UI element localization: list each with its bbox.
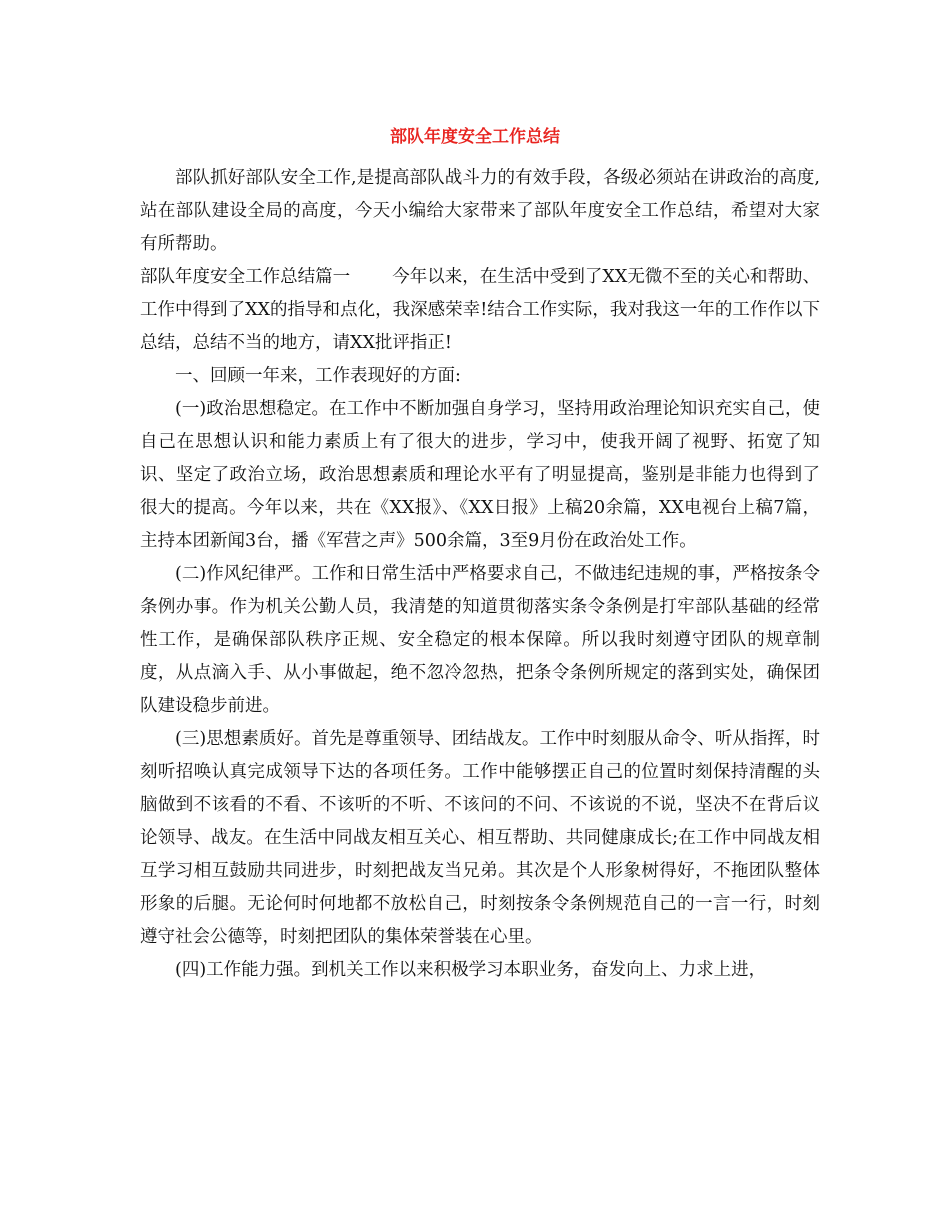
item-ideological-quality: (三)思想素质好。首先是尊重领导、团结战友。工作中时刻服从命令、听从指挥，时刻听招唤认真完成领导下达的各项任务。工作中能够摆正自己的位置时刻保持清醒的头脑做到不该看的不看、不该听的不听、不该问的不问、不该说的不说，坚决不在背后议论领导、战友。在生活中同战友相互关心、相互帮助、共同健康成长;在工作中同战友相互学习相互鼓励共同进步，时刻把战友当兄弟。其次是个人形象树得好，不拖团队整体形象的后腿。无论何时何地都不放松自己，时刻按条令条例规范自己的一言一行，时刻遵守社会公德等，时刻把团队的集体荣誉装在心里。: [140, 729, 820, 947]
item-political-thought: (一)政治思想稳定。在工作中不断加强自身学习，坚持用政治理论知识充实自己，使自己在思想认识和能力素质上有了很大的进步，学习中，使我开阔了视野、拓宽了知识、坚定了政治立场，政治思想素质和理论水平有了明显提高，鉴别是非能力也得到了很大的提高。今年以来，共在《XX报》、《XX日报》上稿20余篇，XX电视台上稿7篇，主持本团新闻3台，播《军营之声》500余篇，3至9月份在政治处工作。: [140, 399, 820, 551]
document-title: 部队年度安全工作总结: [390, 127, 560, 147]
part1-heading: 一、回顾一年来，工作表现好的方面:: [175, 366, 461, 386]
section-paragraph: [140, 261, 820, 360]
document-body: [140, 162, 820, 987]
section-opening: 今年以来，在生活中受到了XX无微不至的关心和帮助、工作中得到了XX的指导和点化，我深感荣幸!结合工作实际，我对我这一年的工作作以下总结，总结不当的地方，请XX批评指正!: [140, 267, 821, 353]
section-heading: 部队年度安全工作总结篇一: [140, 267, 351, 287]
item-work-ability: (四)工作能力强。到机关工作以来积极学习本职业务，奋发向上、力求上进，: [175, 960, 767, 980]
item-discipline: (二)作风纪律严。工作和日常生活中严格要求自己，不做违纪违规的事，严格按条令条例办事。作为机关公勤人员，我清楚的知道贯彻落实条令条例是打牢部队基础的经常性工作，是确保部队秩序正规、安全稳定的根本保障。所以我时刻遵守团队的规章制度，从点滴入手、从小事做起，绝不忽冷忽热，把条令条例所规定的落到实处，确保团队建设稳步前进。: [140, 564, 820, 716]
intro-paragraph: 部队抓好部队安全工作,是提高部队战斗力的有效手段，各级必须站在讲政治的高度,站在部队建设全局的高度，今天小编给大家带来了部队年度安全工作总结，希望对大家有所帮助。: [140, 168, 820, 254]
